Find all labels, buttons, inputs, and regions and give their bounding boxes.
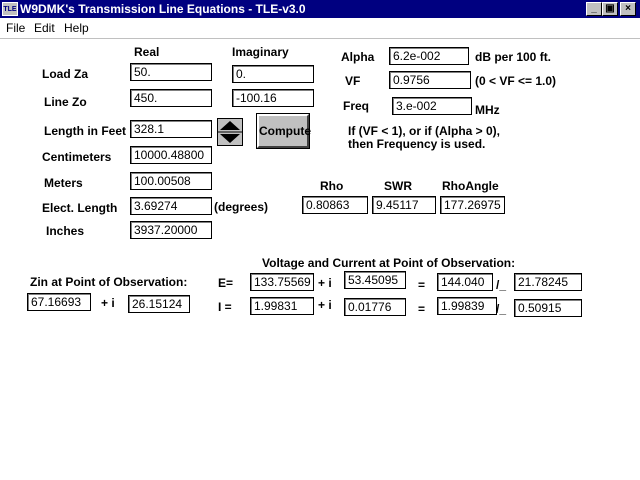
menu-edit[interactable]: Edit: [34, 21, 55, 35]
swr-field[interactable]: 9.45117: [372, 196, 436, 214]
app-icon[interactable]: TLE: [2, 2, 18, 16]
e-label: E=: [218, 276, 234, 290]
spin-down-icon[interactable]: [220, 134, 240, 143]
menu-help[interactable]: Help: [64, 21, 89, 35]
imaginary-header: Imaginary: [232, 45, 289, 59]
compute-button[interactable]: Compute: [257, 114, 309, 148]
note-line2: then Frequency is used.: [348, 137, 486, 151]
line-zo-label: Line Zo: [44, 95, 87, 109]
line-zo-real-field[interactable]: 450.: [130, 89, 212, 107]
freq-field[interactable]: 3.e-002: [392, 97, 472, 115]
rhoangle-label: RhoAngle: [442, 179, 499, 193]
vi-title: Voltage and Current at Point of Observation:: [262, 256, 516, 270]
line-zo-imag-field[interactable]: -100.16: [232, 89, 314, 107]
centimeters-field[interactable]: 10000.48800: [130, 146, 212, 164]
rho-field[interactable]: 0.80863: [302, 196, 368, 214]
i-angle-field[interactable]: 0.50915: [514, 299, 582, 317]
meters-label: Meters: [44, 176, 83, 190]
zin-real-field[interactable]: 67.16693: [27, 293, 91, 311]
freq-unit: MHz: [475, 103, 500, 117]
e-mag-field[interactable]: 144.040: [437, 273, 493, 291]
e-equals: =: [418, 278, 426, 292]
i-plus-i: + i: [318, 298, 332, 312]
load-za-imag-field[interactable]: 0.: [232, 65, 314, 83]
note-line1: If (VF < 1), or if (Alpha > 0),: [348, 124, 501, 138]
zin-plus-i: + i: [101, 296, 115, 310]
minimize-button[interactable]: _: [586, 2, 602, 16]
window-title: W9DMK's Transmission Line Equations - TLE-v3.0: [20, 2, 306, 16]
elect-length-field[interactable]: 3.69274: [130, 197, 212, 215]
length-feet-label: Length in Feet: [44, 124, 126, 138]
e-imag-field[interactable]: 53.45095: [344, 271, 406, 289]
elect-length-label: Elect. Length: [42, 201, 118, 215]
degrees-label: (degrees): [214, 200, 269, 214]
i-equals: =: [418, 302, 426, 316]
freq-label: Freq: [343, 99, 370, 113]
centimeters-label: Centimeters: [42, 150, 112, 164]
inches-label: Inches: [46, 224, 85, 238]
vf-range-label: (0 < VF <= 1.0): [475, 74, 557, 88]
menu-file[interactable]: File: [6, 21, 26, 35]
load-za-label: Load Za: [42, 67, 89, 81]
maximize-button[interactable]: ▣: [602, 2, 618, 16]
inches-field[interactable]: 3937.20000: [130, 221, 212, 239]
i-mag-field[interactable]: 1.99839: [437, 297, 497, 315]
spin-up-icon[interactable]: [220, 121, 240, 130]
length-spinner[interactable]: [217, 118, 243, 146]
vf-field[interactable]: 0.9756: [389, 71, 471, 89]
i-label: I =: [218, 300, 232, 314]
alpha-unit: dB per 100 ft.: [475, 50, 552, 64]
real-header: Real: [134, 45, 160, 59]
e-real-field[interactable]: 133.75569: [250, 273, 314, 291]
spinner-arrows-icon[interactable]: [218, 119, 242, 145]
swr-label: SWR: [384, 179, 412, 193]
i-real-field[interactable]: 1.99831: [250, 297, 314, 315]
meters-field[interactable]: 100.00508: [130, 172, 212, 190]
alpha-label: Alpha: [341, 50, 375, 64]
rhoangle-field[interactable]: 177.26975: [440, 196, 505, 214]
close-button[interactable]: ×: [620, 2, 636, 16]
length-feet-field[interactable]: 328.1: [130, 120, 212, 138]
e-plus-i: + i: [318, 276, 332, 290]
load-za-real-field[interactable]: 50.: [130, 63, 212, 81]
e-angle-field[interactable]: 21.78245: [514, 273, 582, 291]
e-angle-symbol: /_: [496, 278, 507, 292]
vf-label: VF: [345, 74, 361, 88]
alpha-field[interactable]: 6.2e-002: [389, 47, 469, 65]
zin-imag-field[interactable]: 26.15124: [128, 295, 190, 313]
zin-label: Zin at Point of Observation:: [30, 275, 188, 289]
i-imag-field[interactable]: 0.01776: [344, 298, 406, 316]
i-angle-symbol: /_: [496, 302, 507, 316]
menu-bar: [0, 18, 640, 39]
rho-label: Rho: [320, 179, 344, 193]
